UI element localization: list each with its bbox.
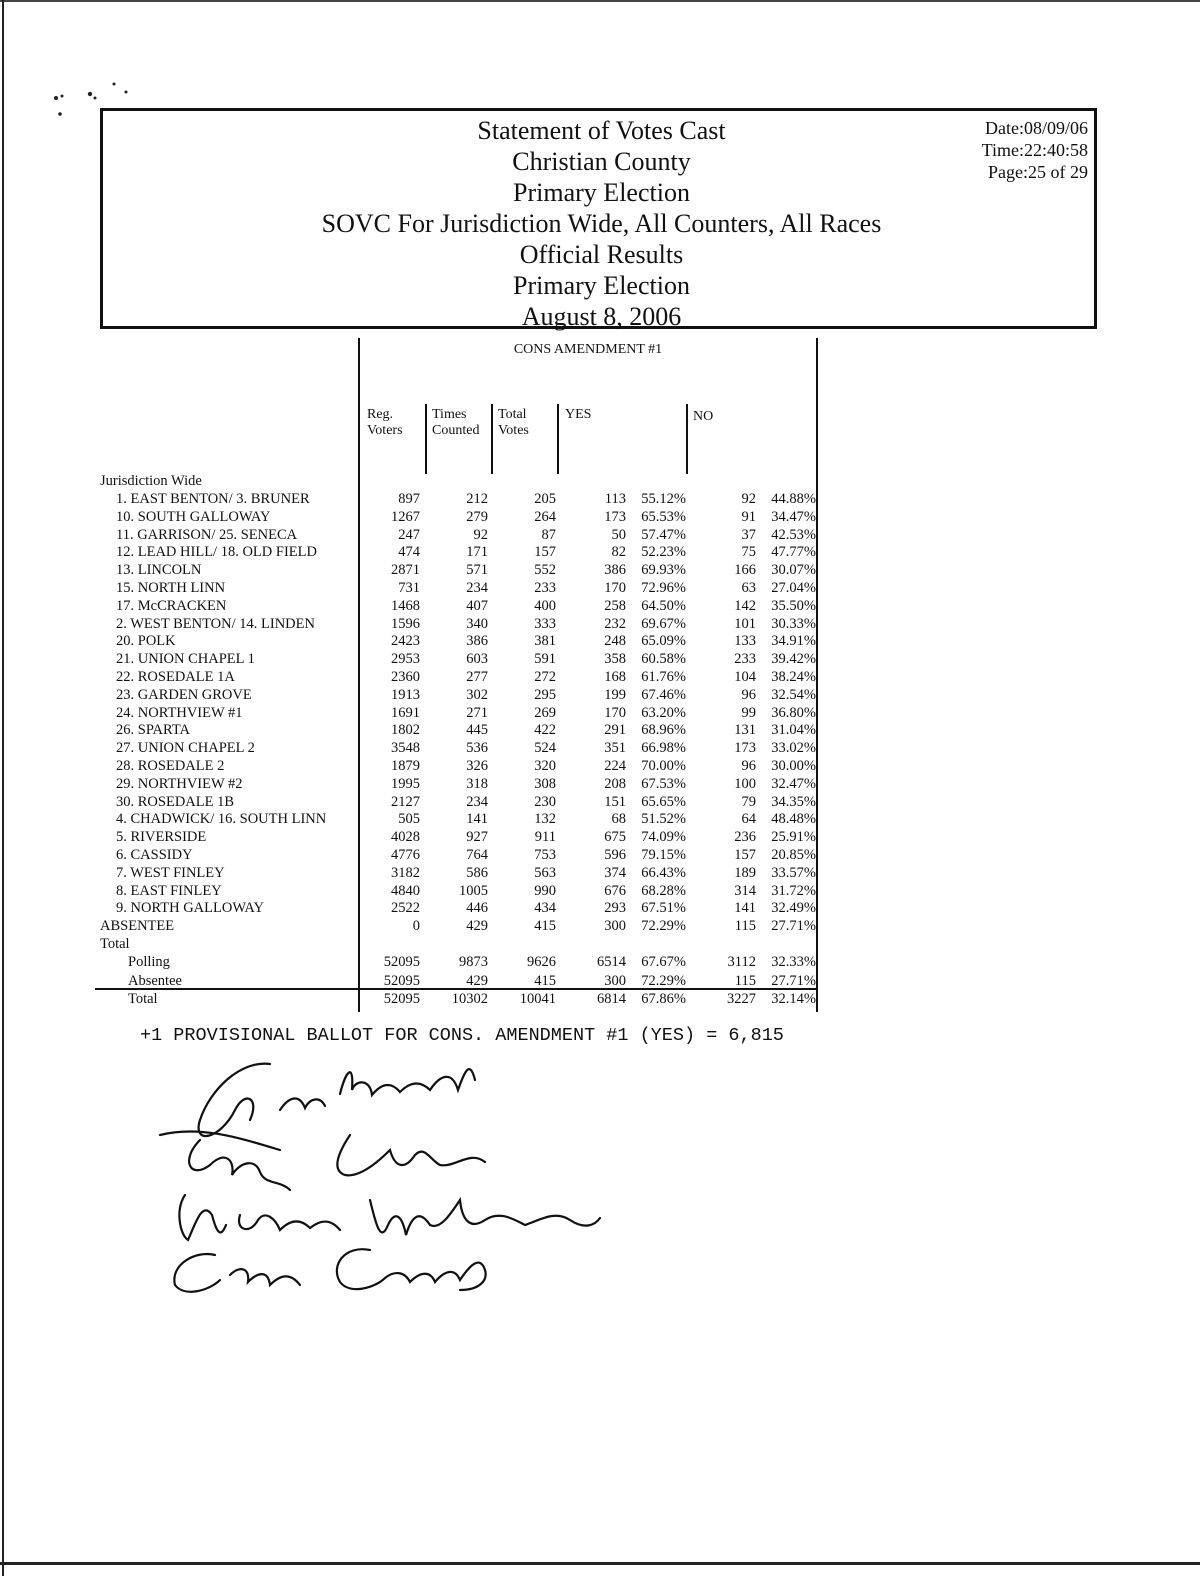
cell-no-pct: 30.33% [771, 615, 816, 632]
race-title: CONS AMENDMENT #1 [513, 342, 663, 357]
cell-no-pct: 35.50% [771, 597, 816, 614]
cell-total: 422 [534, 722, 556, 739]
cell-times: 386 [466, 633, 488, 650]
cell-no: 63 [741, 580, 756, 596]
row-label: 9. NORTH GALLOWAY [116, 900, 265, 917]
cell-reg: 0 [412, 918, 420, 935]
cell-total: 9626 [527, 954, 556, 970]
cell-yes: 596 [604, 847, 626, 863]
cell-total: 333 [534, 615, 556, 632]
table-row [0, 864, 820, 882]
cell-yes: 291 [604, 722, 626, 739]
cell-no: 142 [734, 597, 756, 614]
cell-no: 3112 [727, 954, 756, 970]
cell-reg: 1913 [391, 686, 420, 703]
cell-times: 429 [466, 918, 488, 935]
signatures [140, 1050, 620, 1300]
table-row [0, 543, 820, 561]
cell-total: 753 [534, 847, 556, 863]
row-label: Polling [128, 954, 170, 970]
cell-reg: 2953 [391, 651, 420, 668]
cell-times: 927 [466, 829, 488, 846]
cell-yes: 386 [604, 562, 626, 579]
cell-total: 563 [534, 864, 556, 881]
cell-no: 173 [734, 740, 756, 757]
cell-no-pct: 30.07% [771, 562, 816, 579]
cell-total: 434 [534, 900, 556, 917]
cell-total: 911 [534, 829, 556, 846]
cell-no-pct: 32.33% [771, 954, 816, 970]
cell-reg: 1468 [391, 597, 420, 614]
cell-times: 279 [466, 508, 488, 525]
cell-yes: 358 [604, 651, 626, 668]
cell-times: 536 [466, 740, 488, 757]
cell-times: 271 [466, 704, 488, 721]
cell-yes: 6514 [597, 954, 626, 970]
cell-total: 400 [534, 597, 556, 614]
cell-reg: 1879 [391, 758, 420, 774]
cell-no: 157 [734, 847, 756, 863]
table-row [0, 775, 820, 793]
cell-reg: 897 [398, 491, 420, 507]
cell-times: 429 [466, 973, 488, 989]
cell-total: 132 [534, 811, 556, 828]
cell-times: 571 [466, 562, 488, 579]
cell-no: 115 [734, 918, 756, 935]
cell-total: 990 [534, 882, 556, 899]
table-row [0, 899, 820, 917]
scan-edge-bottom [0, 1562, 1200, 1565]
cell-reg: 4028 [391, 829, 420, 846]
colhead-yes: YES [565, 407, 592, 422]
row-label: 22. ROSEDALE 1A [116, 669, 235, 685]
cell-no: 64 [741, 811, 756, 828]
cell-reg: 1267 [391, 508, 420, 525]
header-line: SOVC For Jurisdiction Wide, All Counters, All Races [321, 209, 882, 238]
cell-no: 133 [734, 633, 756, 650]
cell-reg: 4840 [391, 882, 420, 899]
row-label: 13. LINCOLN [116, 562, 202, 579]
cell-yes: 224 [604, 758, 626, 774]
row-label: 1. EAST BENTON/ 3. BRUNER [116, 491, 310, 507]
table-row [0, 810, 820, 828]
cell-yes-pct: 67.51% [641, 900, 686, 917]
cell-no-pct: 27.71% [771, 918, 816, 935]
cell-yes-pct: 51.52% [641, 811, 686, 828]
cell-no-pct: 32.14% [771, 991, 816, 1007]
cell-reg: 52095 [383, 991, 420, 1007]
cell-reg: 1596 [391, 615, 420, 632]
header-line: Primary Election [513, 271, 690, 300]
cell-yes: 199 [604, 686, 626, 703]
cell-yes: 113 [604, 491, 626, 507]
cell-total: 591 [534, 651, 556, 668]
cell-no-pct: 47.77% [771, 544, 816, 561]
row-label: 12. LEAD HILL/ 18. OLD FIELD [116, 544, 317, 561]
cell-total: 264 [534, 508, 556, 525]
table-row [0, 739, 820, 757]
cell-total: 308 [534, 775, 556, 792]
cell-times: 141 [466, 811, 488, 828]
cell-yes-pct: 79.15% [641, 847, 686, 863]
table-row [0, 526, 820, 544]
col-rule-total [491, 404, 493, 474]
cell-yes-pct: 70.00% [641, 758, 686, 774]
table-row [0, 615, 820, 633]
table-row [0, 650, 820, 668]
row-label: 28. ROSEDALE 2 [116, 758, 225, 774]
cell-no: 92 [741, 491, 756, 507]
cell-yes: 50 [611, 526, 626, 543]
absentee-row [0, 917, 820, 935]
cell-total: 381 [534, 633, 556, 650]
cell-times: 234 [466, 793, 488, 810]
cell-yes-pct: 69.93% [641, 562, 686, 579]
cell-yes-pct: 65.65% [641, 793, 686, 810]
table-row [0, 793, 820, 811]
cell-reg: 3548 [391, 740, 420, 757]
total-section-label-text: Total [100, 936, 130, 952]
row-label: Total [128, 991, 158, 1007]
table-row [0, 828, 820, 846]
cell-no: 96 [741, 686, 756, 703]
cell-yes-pct: 69.67% [641, 615, 686, 632]
colhead-times-counted: Times Counted [432, 407, 480, 438]
cell-yes-pct: 60.58% [641, 651, 686, 668]
cell-yes: 173 [604, 508, 626, 525]
row-label: 30. ROSEDALE 1B [116, 793, 235, 810]
cell-no-pct: 25.91% [771, 829, 816, 846]
report-date: Date:08/09/06 [985, 118, 1088, 138]
row-label: ABSENTEE [100, 918, 175, 935]
cell-reg: 1802 [391, 722, 420, 739]
cell-no-pct: 34.91% [771, 633, 816, 650]
row-label: 7. WEST FINLEY [116, 864, 225, 881]
cell-yes-pct: 64.50% [641, 597, 686, 614]
table-row [0, 668, 820, 686]
cell-no: 101 [734, 615, 756, 632]
cell-total: 233 [534, 580, 556, 596]
table-row [0, 846, 820, 864]
cell-no: 91 [741, 508, 756, 525]
cell-total: 205 [534, 491, 556, 507]
row-label: 24. NORTHVIEW #1 [116, 704, 243, 721]
cell-no-pct: 48.48% [771, 811, 816, 828]
cell-yes-pct: 63.20% [641, 704, 686, 721]
table-row [0, 579, 820, 597]
cell-yes: 351 [604, 740, 626, 757]
cell-no: 115 [734, 973, 756, 989]
table-row [0, 704, 820, 722]
header-title-block [103, 115, 1100, 332]
cell-no-pct: 34.47% [771, 508, 816, 525]
cell-yes: 151 [604, 793, 626, 810]
cell-yes-pct: 57.47% [641, 526, 686, 543]
cell-yes-pct: 61.76% [641, 669, 686, 685]
table-row [0, 490, 820, 508]
cell-yes: 300 [604, 918, 626, 935]
cell-no-pct: 33.02% [771, 740, 816, 757]
cell-no-pct: 27.04% [771, 580, 816, 596]
cell-times: 10302 [451, 991, 488, 1007]
row-label: 21. UNION CHAPEL 1 [116, 651, 255, 668]
cell-times: 446 [466, 900, 488, 917]
cell-yes: 168 [604, 669, 626, 685]
cell-total: 230 [534, 793, 556, 810]
cell-yes: 82 [611, 544, 626, 561]
col-rule-yes [557, 404, 559, 474]
cell-yes: 170 [604, 704, 626, 721]
cell-yes-pct: 66.98% [641, 740, 686, 757]
cell-reg: 2127 [391, 793, 420, 810]
cell-yes-pct: 72.29% [641, 918, 686, 935]
row-label: 6. CASSIDY [116, 847, 193, 863]
cell-no: 131 [734, 722, 756, 739]
cell-no: 233 [734, 651, 756, 668]
cell-reg: 52095 [383, 954, 420, 970]
report-meta [982, 117, 1088, 183]
table-row [0, 597, 820, 615]
cell-no: 96 [741, 758, 756, 774]
cell-yes-pct: 55.12% [641, 491, 686, 507]
cell-yes-pct: 65.53% [641, 508, 686, 525]
cell-no-pct: 31.04% [771, 722, 816, 739]
table-row [0, 632, 820, 650]
cell-no-pct: 34.35% [771, 793, 816, 810]
cell-times: 407 [466, 597, 488, 614]
cell-total: 320 [534, 758, 556, 774]
cell-no: 79 [741, 793, 756, 810]
cell-times: 586 [466, 864, 488, 881]
cell-times: 603 [466, 651, 488, 668]
row-label: 23. GARDEN GROVE [116, 686, 252, 703]
cell-yes-pct: 72.29% [641, 973, 686, 989]
section-label-text: Jurisdiction Wide [100, 473, 202, 489]
colhead-total-votes: Total Votes [498, 407, 529, 438]
cell-times: 277 [466, 669, 488, 685]
cell-yes: 248 [604, 633, 626, 650]
cell-times: 92 [473, 526, 488, 543]
table-row [0, 686, 820, 704]
cell-times: 445 [466, 722, 488, 739]
cell-yes-pct: 68.96% [641, 722, 686, 739]
table-row [0, 757, 820, 775]
total-row-absentee [0, 972, 820, 990]
cell-yes: 6814 [597, 991, 626, 1007]
cell-reg: 1691 [391, 704, 420, 721]
cell-yes-pct: 72.96% [641, 580, 686, 596]
cell-times: 302 [466, 686, 488, 703]
cell-yes: 374 [604, 864, 626, 881]
colhead-no: NO [693, 409, 714, 424]
cell-reg: 2423 [391, 633, 420, 650]
cell-no-pct: 32.54% [771, 686, 816, 703]
cell-reg: 4776 [391, 847, 420, 863]
cell-reg: 2871 [391, 562, 420, 579]
cell-total: 157 [534, 544, 556, 561]
report-page: Page:25 of 29 [988, 162, 1088, 182]
cell-yes-pct: 67.67% [641, 954, 686, 970]
cell-no-pct: 31.72% [771, 882, 816, 899]
cell-times: 1005 [459, 882, 488, 899]
report-time: Time:22:40:58 [981, 140, 1088, 160]
cell-times: 9873 [459, 954, 488, 970]
cell-no: 104 [734, 669, 756, 685]
table-row [0, 721, 820, 739]
cell-reg: 505 [398, 811, 420, 828]
header-line: August 8, 2006 [521, 302, 682, 331]
cell-no-pct: 39.42% [771, 651, 816, 668]
row-label: 17. McCRACKEN [116, 597, 227, 614]
cell-yes-pct: 67.53% [641, 775, 686, 792]
cell-no-pct: 38.24% [771, 669, 816, 685]
scan-edge-top [0, 0, 1200, 2]
cell-yes: 675 [604, 829, 626, 846]
cell-no-pct: 20.85% [771, 847, 816, 863]
cell-times: 171 [466, 544, 488, 561]
cell-no-pct: 27.71% [771, 973, 816, 989]
row-label: 29. NORTHVIEW #2 [116, 775, 243, 792]
cell-reg: 52095 [383, 973, 420, 989]
cell-times: 318 [466, 775, 488, 792]
report-header [100, 108, 1097, 329]
cell-no: 166 [734, 562, 756, 579]
col-rule-no [686, 404, 688, 474]
cell-reg: 2360 [391, 669, 420, 685]
cell-yes-pct: 65.09% [641, 633, 686, 650]
row-label: 15. NORTH LINN [116, 580, 226, 596]
cell-no-pct: 32.49% [771, 900, 816, 917]
cell-no-pct: 44.88% [771, 491, 816, 507]
cell-yes-pct: 74.09% [641, 829, 686, 846]
cell-yes: 208 [604, 775, 626, 792]
cell-yes: 68 [611, 811, 626, 828]
cell-times: 340 [466, 615, 488, 632]
cell-no: 236 [734, 829, 756, 846]
cell-reg: 247 [398, 526, 420, 543]
cell-yes: 300 [604, 973, 626, 989]
total-section-label [0, 935, 820, 953]
row-label: Absentee [128, 973, 182, 989]
cell-total: 269 [534, 704, 556, 721]
cell-reg: 3182 [391, 864, 420, 881]
cell-total: 415 [534, 973, 556, 989]
row-label: 2. WEST BENTON/ 14. LINDEN [116, 615, 315, 632]
cell-total: 295 [534, 686, 556, 703]
cell-times: 764 [466, 847, 488, 863]
cell-reg: 731 [398, 580, 420, 596]
cell-no-pct: 36.80% [771, 704, 816, 721]
colhead-reg-voters: Reg. Voters [367, 407, 403, 438]
cell-yes-pct: 67.46% [641, 686, 686, 703]
header-line: Primary Election [513, 178, 690, 207]
cell-total: 524 [534, 740, 556, 757]
cell-yes-pct: 52.23% [641, 544, 686, 561]
cell-yes-pct: 66.43% [641, 864, 686, 881]
cell-reg: 474 [398, 544, 420, 561]
row-label: 10. SOUTH GALLOWAY [116, 508, 271, 525]
header-line: Official Results [519, 240, 684, 269]
cell-no-pct: 32.47% [771, 775, 816, 792]
table-row [0, 882, 820, 900]
cell-no-pct: 33.57% [771, 864, 816, 881]
table-row [0, 561, 820, 579]
cell-no: 3227 [727, 991, 756, 1007]
cell-reg: 1995 [391, 775, 420, 792]
cell-no-pct: 42.53% [771, 526, 816, 543]
cell-total: 415 [534, 918, 556, 935]
cell-total: 87 [541, 526, 556, 543]
cell-yes: 232 [604, 615, 626, 632]
cell-yes: 170 [604, 580, 626, 596]
row-label: 8. EAST FINLEY [116, 882, 222, 899]
row-label: 11. GARRISON/ 25. SENECA [116, 526, 298, 543]
cell-total: 272 [534, 669, 556, 685]
table-row [0, 508, 820, 526]
provisional-note: +1 PROVISIONAL BALLOT FOR CONS. AMENDMENT #1 (YES) = 6,815 [140, 1025, 784, 1046]
cell-no-pct: 30.00% [771, 758, 816, 774]
row-label: 4. CHADWICK/ 16. SOUTH LINN [116, 811, 327, 828]
cell-times: 234 [466, 580, 488, 596]
cell-no: 100 [734, 775, 756, 792]
section-label [0, 472, 820, 490]
cell-reg: 2522 [391, 900, 420, 917]
cell-no: 141 [734, 900, 756, 917]
cell-no: 189 [734, 864, 756, 881]
cell-total: 552 [534, 562, 556, 579]
cell-times: 212 [466, 491, 488, 507]
cell-total: 10041 [519, 991, 556, 1007]
cell-no: 37 [741, 526, 756, 543]
row-label: 27. UNION CHAPEL 2 [116, 740, 255, 757]
header-line: Statement of Votes Cast [477, 116, 726, 145]
cell-yes: 293 [604, 900, 626, 917]
cell-no: 314 [734, 882, 756, 899]
total-row-total [0, 990, 820, 1008]
cell-no: 75 [741, 544, 756, 561]
cell-yes-pct: 68.28% [641, 882, 686, 899]
total-row-polling [0, 953, 820, 971]
cell-yes: 676 [604, 882, 626, 899]
cell-times: 326 [466, 758, 488, 774]
row-label: 26. SPARTA [116, 722, 190, 739]
row-label: 5. RIVERSIDE [116, 829, 207, 846]
cell-no: 99 [741, 704, 756, 721]
header-line: Christian County [512, 147, 691, 176]
cell-yes-pct: 67.86% [641, 991, 686, 1007]
cell-yes: 258 [604, 597, 626, 614]
col-rule-times [425, 404, 427, 474]
row-label: 20. POLK [116, 633, 176, 650]
